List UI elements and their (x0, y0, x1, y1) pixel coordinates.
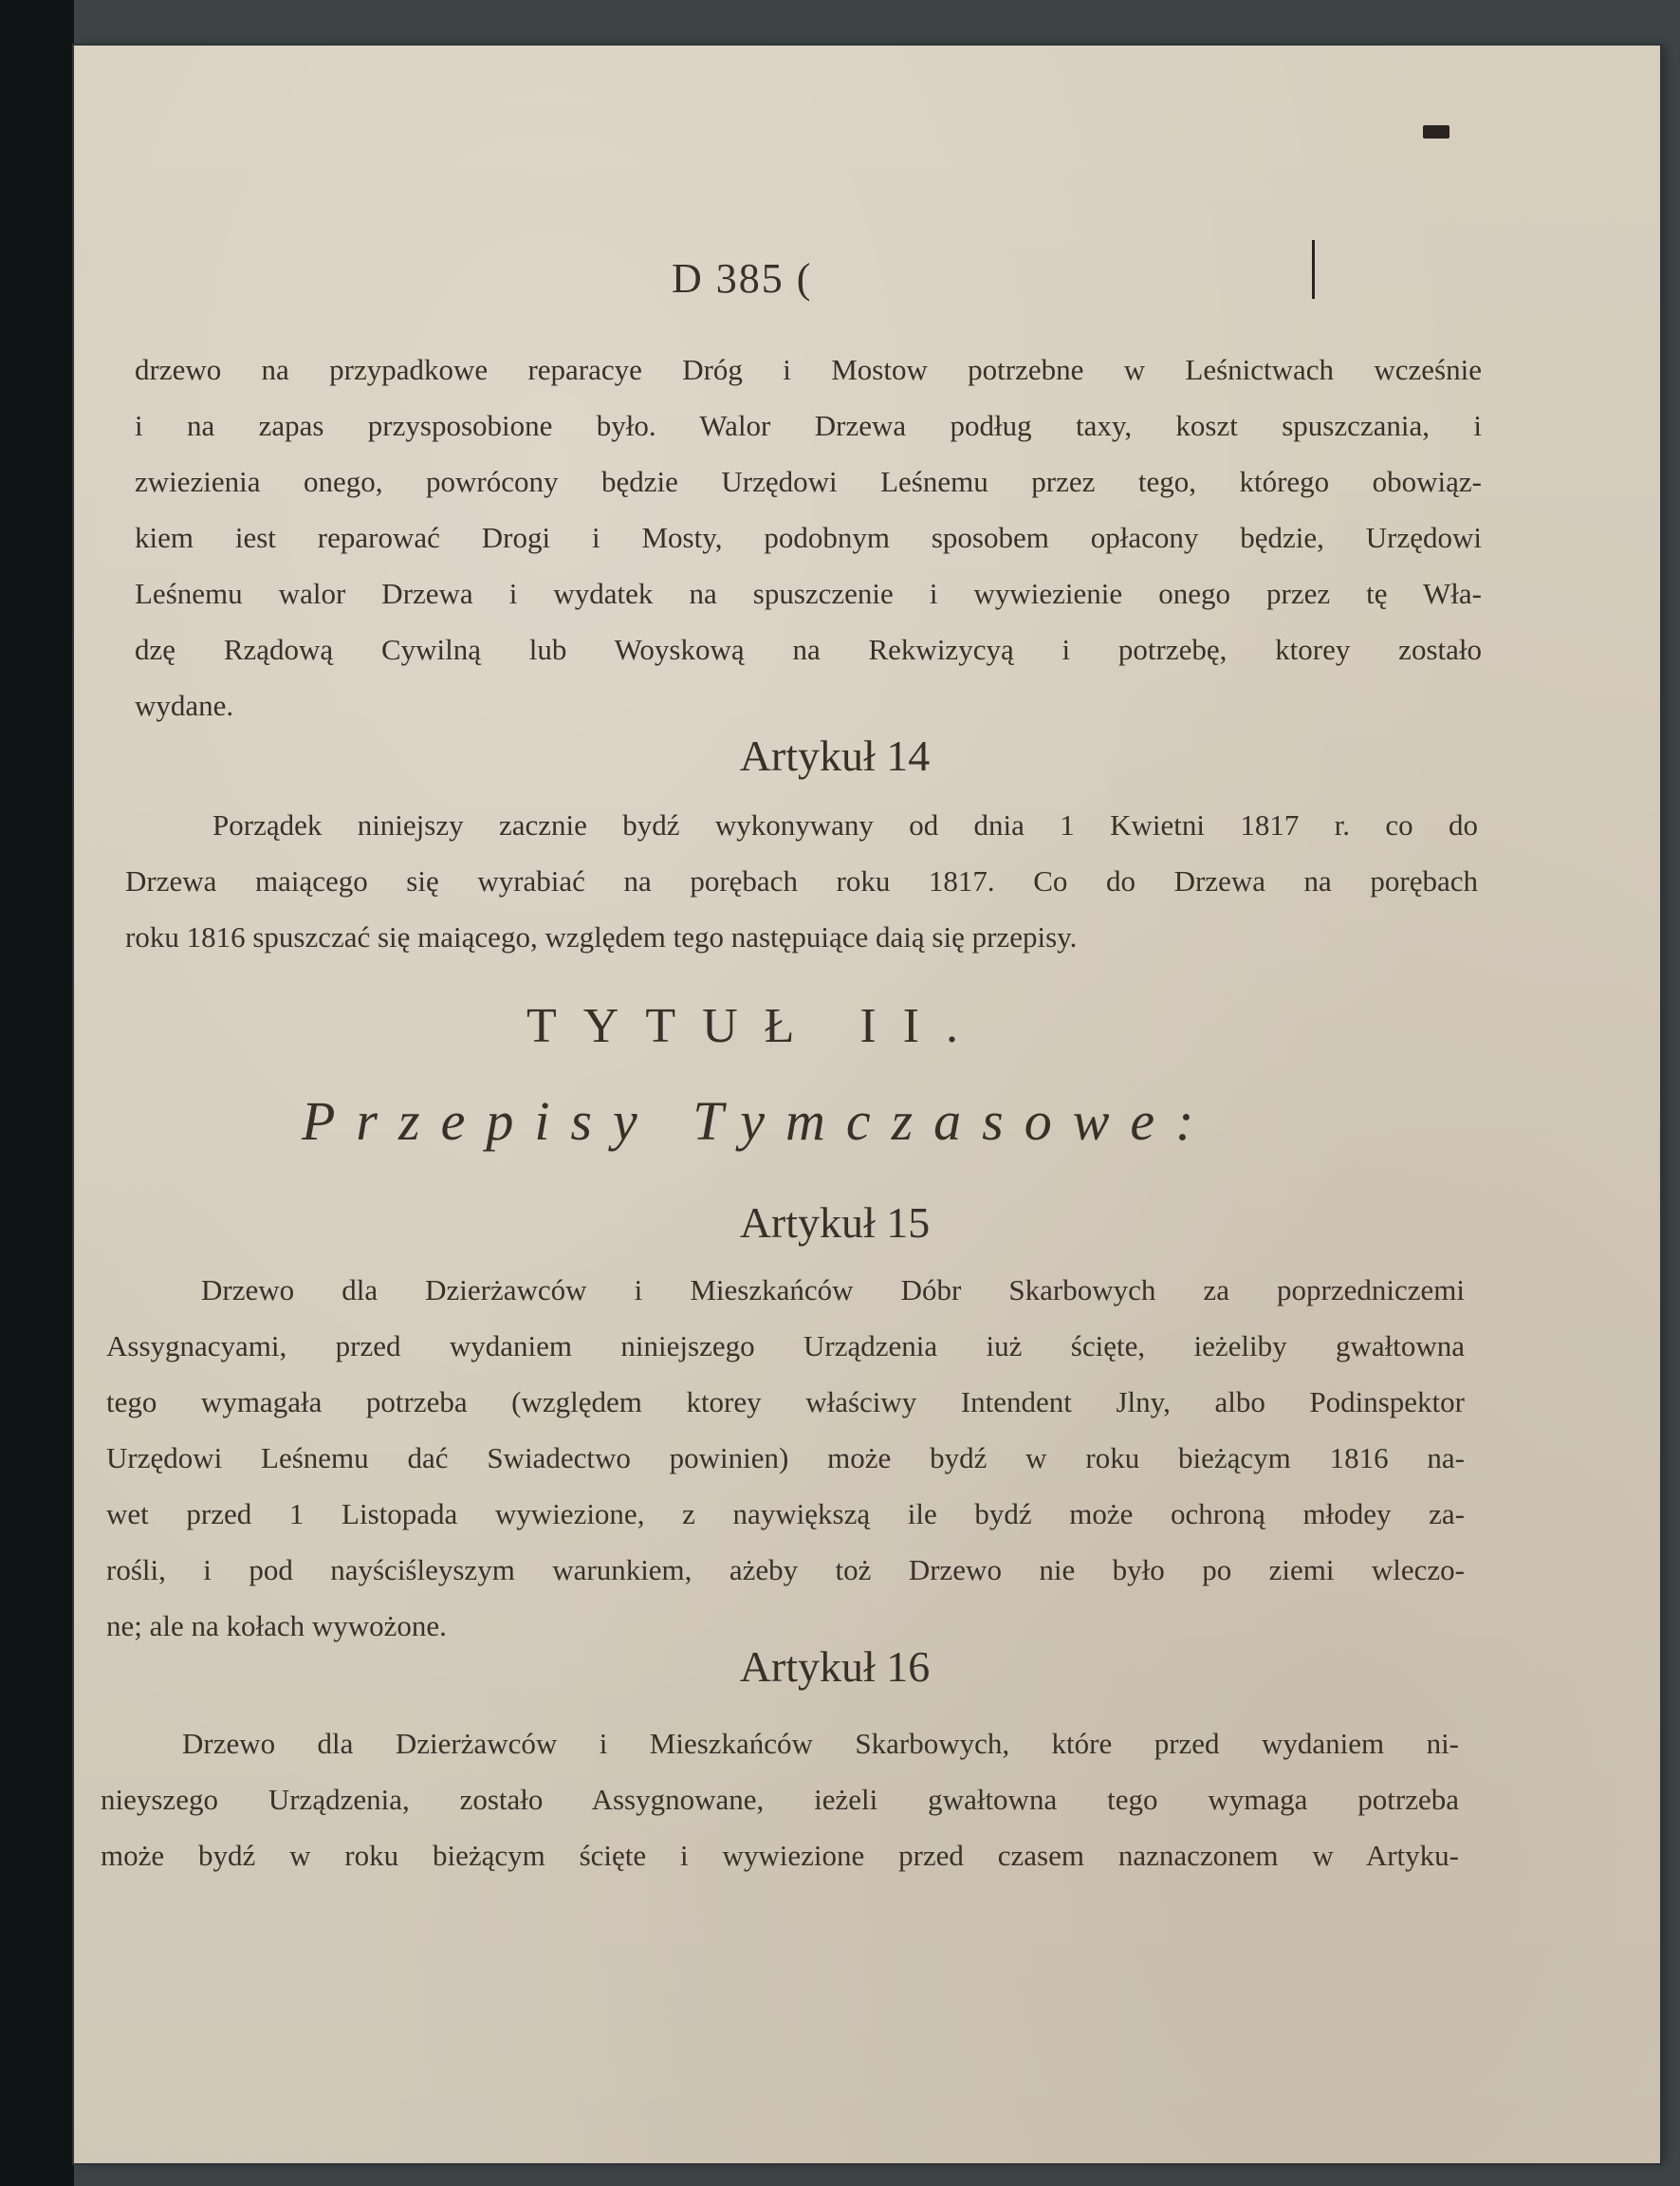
text-line: kiem iest reparować Drogi i Mosty, podobnym sposobem opłacony będzie, Urzędowi (135, 521, 1482, 554)
text-line: rośli, i pod nayściśleyszym warunkiem, ażeby toż Drzewo nie było po ziemi wleczo- (106, 1553, 1465, 1586)
text-line: nieyszego Urządzenia, zostało Assygnowane, ieżeli gwałtowna tego wymaga potrzeba (101, 1783, 1459, 1816)
text-line: i na zapas przysposobione było. Walor Drzewa podług taxy, koszt spuszczania, i (135, 409, 1482, 442)
text-line: tego wymagała potrzeba (względem ktorey właściwy Intendent Jlny, albo Podinspektor (106, 1385, 1465, 1418)
scan-border (0, 0, 74, 2186)
text-line: zwiezienia onego, powrócony będzie Urzędowi Leśnemu przez tego, którego obowiąz- (135, 465, 1482, 498)
paragraph-1 (135, 342, 1482, 733)
page-header: D 385 ( (672, 255, 813, 302)
article-16-heading: Artykuł 16 (739, 1642, 931, 1691)
text-line: Drzewo dla Dzierżawców i Mieszkańców Skarbowych, które przed wydaniem ni- (182, 1727, 1459, 1760)
section-title: TYTUŁ II. (526, 999, 986, 1053)
text-line: Urzędowi Leśnemu dać Swiadectwo powinien) może bydź w roku bieżącym 1816 na- (106, 1441, 1465, 1474)
text-line: dzę Rządową Cywilną lub Woyskową na Rekwizycyą i potrzebę, ktorey zostało (135, 633, 1482, 666)
text-line: Drzewa maiącego się wyrabiać na porębach roku 1817. Co do Drzewa na porębach (125, 864, 1478, 898)
text-line: może bydź w roku bieżącym ścięte i wywiezione przed czasem naznaczonem w Artyku- (101, 1839, 1459, 1872)
pencil-mark (1312, 240, 1315, 299)
text-line: drzewo na przypadkowe reparacye Dróg i Mostow potrzebne w Leśnictwach wcześnie (135, 353, 1482, 386)
article-15-body (106, 1262, 1465, 1654)
text-line: wydane. (135, 689, 234, 722)
article-14-heading: Artykuł 14 (739, 732, 931, 780)
text-line: roku 1816 spuszczać się maiącego, względem tego następuiące daią się przepisy. (125, 920, 1078, 954)
ink-blot (1423, 125, 1449, 139)
text-line: ne; ale na kołach wywożone. (106, 1609, 447, 1642)
section-subtitle: Przepisy Tymczasowe: (302, 1090, 1215, 1152)
text-line: Porządek niniejszy zacznie bydź wykonywany od dnia 1 Kwietni 1817 r. co do (212, 808, 1478, 842)
text-line: wet przed 1 Listopada wywiezione, z naywiększą ile bydź może ochroną młodey za- (106, 1497, 1465, 1530)
text-line: Drzewo dla Dzierżawców i Mieszkańców Dóbr Skarbowych za poprzedniczemi (201, 1273, 1465, 1306)
article-16-body (101, 1715, 1459, 1883)
article-15-heading: Artykuł 15 (739, 1198, 931, 1247)
article-14-body (125, 797, 1478, 965)
text-line: Assygnacyami, przed wydaniem niniejszego Urządzenia iuż ścięte, ieżeliby gwałtowna (106, 1329, 1465, 1362)
text-line: Leśnemu walor Drzewa i wydatek na spuszczenie i wywiezienie onego przez tę Wła- (135, 577, 1482, 610)
